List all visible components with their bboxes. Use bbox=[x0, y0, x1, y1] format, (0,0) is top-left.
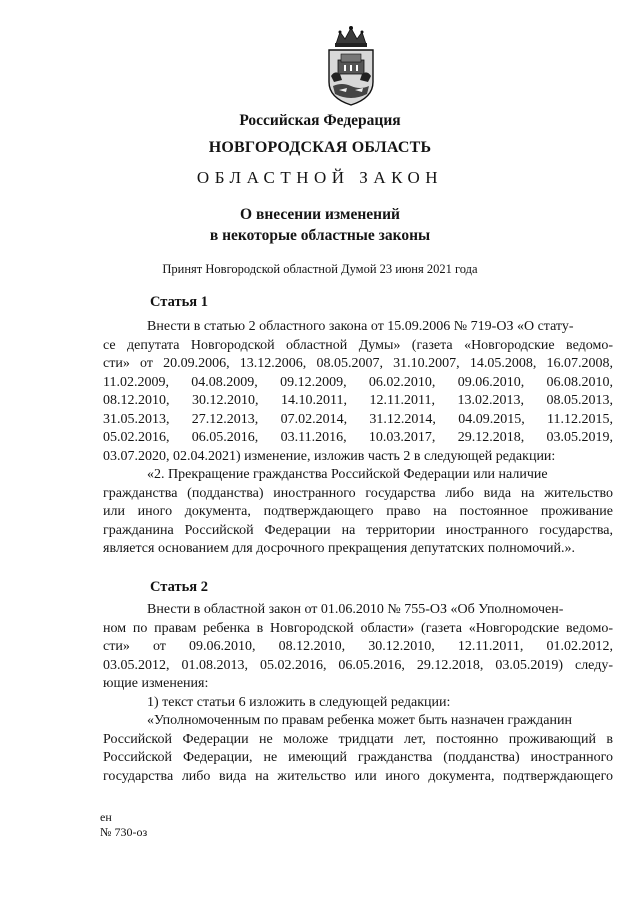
text-line: 03.07.2020, 02.04.2021) изменение, изложив часть 2 в следующей редакции: bbox=[103, 448, 556, 464]
quote-line: «2. Прекращение гражданства Российской Федерации или наличие bbox=[147, 467, 548, 482]
country-name: Российская Федерация bbox=[239, 112, 401, 129]
quote-line: Российской Федерации, не имеющий гражданства (подданства) иностранного bbox=[103, 750, 613, 765]
quote-line: Российской Федерации не моложе тридцати лет, постоянно проживающий в bbox=[103, 731, 613, 747]
text-line: 11.02.2009, 04.08.2009, 09.12.2009, 06.02.2010, 09.06.2010, 06.08.2010, bbox=[103, 374, 613, 390]
text-line: 31.05.2013, 27.12.2013, 07.02.2014, 31.12.2014, 04.09.2015, 11.12.2015, bbox=[103, 411, 613, 427]
article-heading: Статья 2 bbox=[150, 579, 208, 595]
adoption-note: Принят Новгородской областной Думой 23 июня 2021 года bbox=[162, 262, 478, 276]
text-line: сти» от 09.06.2010, 08.12.2010, 30.12.2010, 12.11.2011, 01.02.2012, bbox=[103, 639, 613, 654]
text-line: 08.12.2010, 30.12.2010, 14.10.2011, 12.11.2011, 13.02.2013, 08.05.2013, bbox=[103, 393, 613, 408]
footer-initials: ен bbox=[100, 810, 112, 824]
text-line: Внести в областной закон от 01.06.2010 № 755-ОЗ «Об Уполномочен- bbox=[147, 602, 564, 617]
law-title bbox=[0, 204, 640, 246]
article-heading: Статья 1 bbox=[150, 294, 208, 310]
text-line: се депутата Новгородской областной Думы» (газета «Новгородские ведомо- bbox=[103, 337, 613, 353]
footer-law-number: № 730-оз bbox=[100, 825, 148, 839]
text-line: 03.05.2012, 01.08.2013, 05.02.2016, 06.05.2016, 29.12.2018, 03.05.2019) следу- bbox=[103, 657, 613, 673]
quote-line: гражданства (подданства) иностранного государства либо вида на жительство bbox=[103, 485, 613, 501]
quote-line: гражданина Российской Федерации на территории иностранного государства, bbox=[103, 522, 613, 538]
law-title-line: в некоторые областные законы bbox=[209, 227, 431, 244]
quote-line: государства либо вида на жительство или иного документа, подтверждающего bbox=[103, 768, 613, 784]
text-line: ном по правам ребенка в Новгородской области» (газета «Новгородские ведомо- bbox=[103, 620, 613, 636]
text-line: Внести в статью 2 областного закона от 15.09.2006 № 719-ОЗ «О стату- bbox=[147, 319, 574, 334]
text-line: ющие изменения: bbox=[103, 676, 209, 691]
region-name: НОВГОРОДСКАЯ ОБЛАСТЬ bbox=[208, 139, 432, 156]
text-line: 05.02.2016, 06.05.2016, 03.11.2016, 10.03.2017, 29.12.2018, 03.05.2019, bbox=[103, 430, 613, 445]
quote-line: является основанием для досрочного прекращения депутатских полномочий.». bbox=[103, 541, 575, 556]
quote-line: «Уполномоченным по правам ребенка может быть назначен гражданин bbox=[147, 713, 572, 728]
text-line: 1) текст статьи 6 изложить в следующей редакции: bbox=[147, 694, 451, 710]
law-type: ОБЛАСТНОЙ ЗАКОН bbox=[196, 168, 444, 187]
article-2-body bbox=[103, 601, 613, 786]
quote-line: или иного документа, подтверждающего право на постоянное проживание bbox=[103, 504, 613, 519]
novgorod-coat-of-arms-icon bbox=[322, 24, 380, 108]
article-1-body bbox=[103, 318, 613, 559]
document-footer bbox=[100, 810, 147, 840]
law-title-line: О внесении изменений bbox=[240, 206, 400, 223]
text-line: сти» от 20.09.2006, 13.12.2006, 08.05.2007, 31.10.2007, 14.05.2008, 16.07.2008, bbox=[103, 356, 613, 371]
